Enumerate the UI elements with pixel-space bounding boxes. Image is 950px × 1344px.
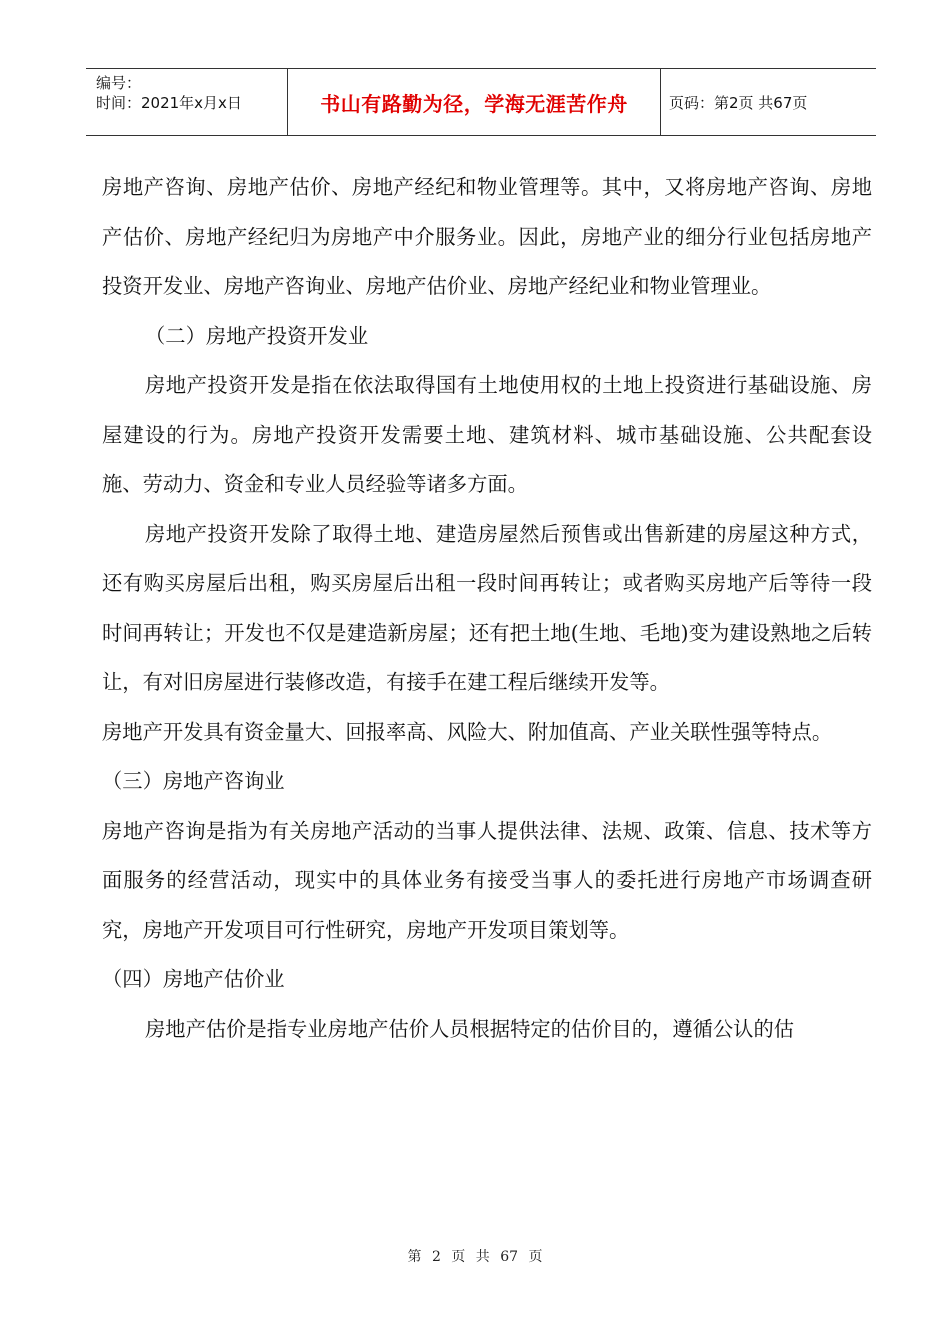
paragraph: 房地产咨询、房地产估价、房地产经纪和物业管理等。其中，又将房地产咨询、房地产估价、房地产经纪归为房地产中介服务业。因此，房地产业的细分行业包括房地产投资开发业、房地产咨询业、房地产估价业、房地产经纪业和物业管理业。 bbox=[102, 175, 872, 298]
document-number-label: 编号： bbox=[96, 74, 142, 92]
paragraph: 房地产投资开发是指在依法取得国有土地使用权的土地上投资进行基础设施、房屋建设的行为。房地产投资开发需要土地、建筑材料、城市基础设施、公共配套设施、劳动力、资金和专业人员经验等诸多方面。 bbox=[102, 373, 872, 496]
section-heading: （四）房地产估价业 bbox=[102, 967, 285, 991]
document-header bbox=[86, 68, 876, 136]
section-heading: （三）房地产咨询业 bbox=[102, 769, 285, 793]
paragraph: 房地产估价是指专业房地产估价人员根据特定的估价目的，遵循公认的估 bbox=[145, 1016, 795, 1041]
header-page-label: 页码：第2页 共67页 bbox=[669, 93, 808, 112]
section-heading: （二）房地产投资开发业 bbox=[145, 323, 369, 348]
document-time-label: 时间：2021年x月x日 bbox=[96, 94, 242, 112]
header-motto: 书山有路勤为径，学海无涯苦作舟 bbox=[320, 91, 628, 116]
header-motto-cell bbox=[288, 69, 661, 135]
header-page-cell bbox=[661, 69, 876, 135]
paragraph: 房地产投资开发除了取得土地、建造房屋然后预售或出售新建的房屋这种方式，还有购买房屋后出租，购买房屋后出租一段时间再转让；或者购买房地产后等待一段时间再转让；开发也不仅是建造新房屋；还有把土地(生地、毛地)变为建设熟地之后转让，有对旧房屋进行装修改造，有接手在建工程后继续开发等。 bbox=[102, 521, 872, 694]
document-body bbox=[102, 163, 872, 1054]
paragraph: 房地产开发具有资金量大、回报率高、风险大、附加值高、产业关联性强等特点。 bbox=[102, 719, 833, 744]
page-footer: 第 2 页 共 67 页 bbox=[407, 1249, 543, 1265]
header-meta-cell bbox=[86, 69, 288, 135]
paragraph: 房地产咨询是指为有关房地产活动的当事人提供法律、法规、政策、信息、技术等方面服务的经营活动，现实中的具体业务有接受当事人的委托进行房地产市场调查研究，房地产开发项目可行性研究，房地产开发项目策划等。 bbox=[102, 818, 872, 942]
